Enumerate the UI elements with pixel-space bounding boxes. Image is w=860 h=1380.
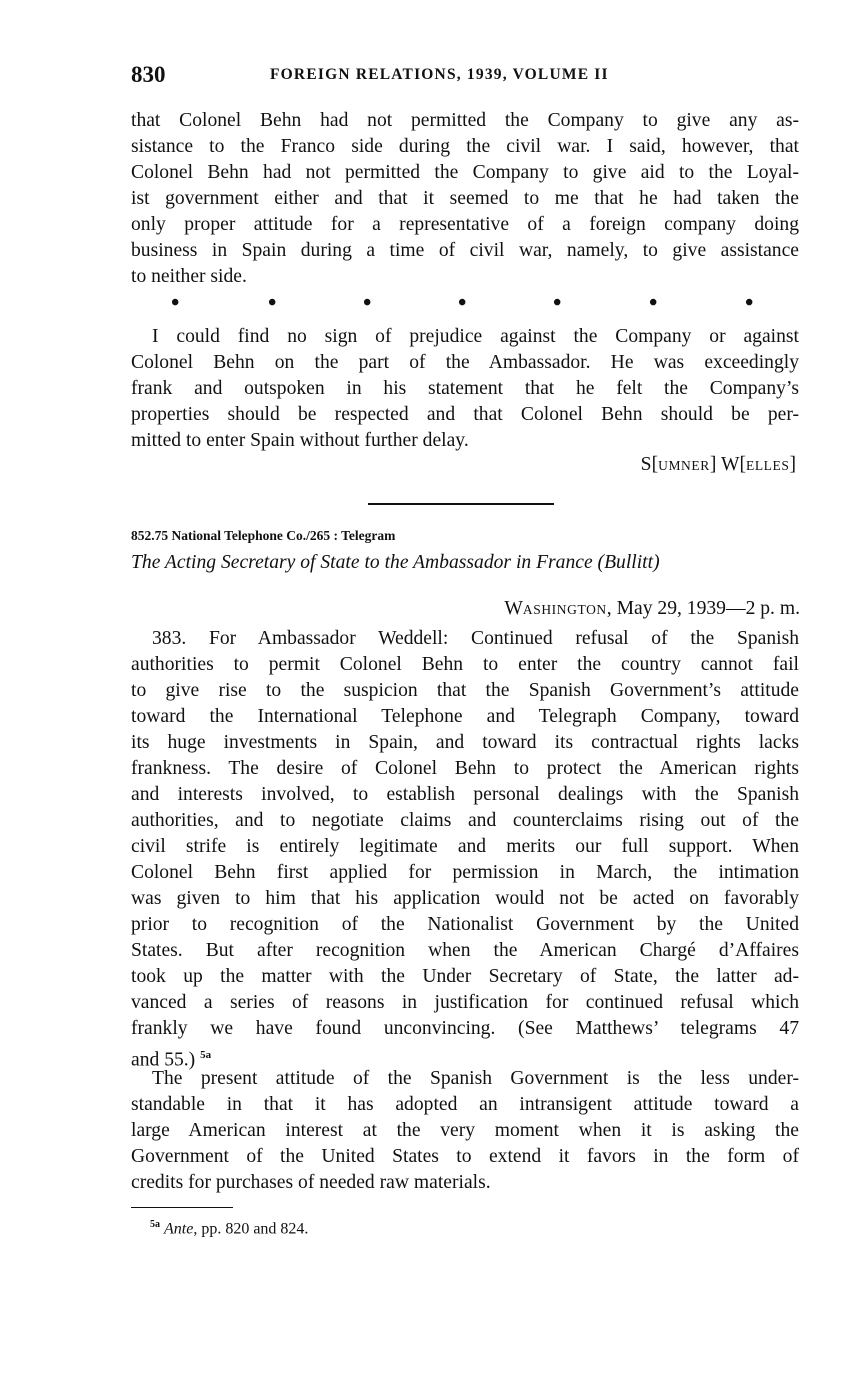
footnote-reference: 5a bbox=[200, 1049, 212, 1061]
footnote bbox=[150, 1219, 308, 1238]
text-line: took up the matter with the Under Secretary of State, the latter ad- bbox=[131, 966, 799, 987]
text-line: Government of the United States to extend it favors in the form of bbox=[131, 1146, 799, 1167]
text-line: Colonel Behn on the part of the Ambassador. He was exceedingly bbox=[131, 352, 799, 373]
footnote-divider bbox=[131, 1207, 233, 1208]
text-line: prior to recognition of the Nationalist Government by the United bbox=[131, 914, 799, 935]
paragraph-prejudice bbox=[131, 324, 799, 454]
file-reference: 852.75 National Telephone Co./265 : Telegram bbox=[131, 528, 396, 543]
text-line: authorities to permit Colonel Behn to enter the country cannot fail bbox=[131, 654, 799, 675]
paragraph-continued bbox=[131, 108, 799, 290]
ellipsis-dot: • bbox=[171, 290, 180, 316]
ellipsis-dot: • bbox=[745, 290, 754, 316]
text-line: I could find no sign of prejudice against the Company or against bbox=[152, 326, 799, 347]
footnote-ante: Ante bbox=[164, 1220, 194, 1238]
text-line: to neither side. bbox=[131, 266, 247, 287]
text-line: toward the International Telephone and Telegraph Company, toward bbox=[131, 706, 799, 727]
text-line: ist government either and that it seemed to me that he had taken the bbox=[131, 188, 799, 209]
text-line: large American interest at the very moment when it is asking the bbox=[131, 1120, 799, 1141]
text-line: only proper attitude for a representative of a foreign company doing bbox=[131, 214, 799, 235]
text-line: business in Spain during a time of civil war, namely, to give assistance bbox=[131, 240, 799, 261]
text-line: frankness. The desire of Colonel Behn to protect the American rights bbox=[131, 758, 799, 779]
text-line: frankly we have found unconvincing. (See Matthews’ telegrams 47 bbox=[131, 1018, 799, 1039]
text-line: sistance to the Franco side during the civil war. I said, however, that bbox=[131, 136, 799, 157]
omission-ellipsis bbox=[131, 290, 799, 320]
text-line: properties should be respected and that Colonel Behn should be per- bbox=[131, 404, 799, 425]
paragraph-attitude bbox=[131, 1066, 799, 1196]
text-line: that Colonel Behn had not permitted the Company to give any as- bbox=[131, 110, 799, 131]
ellipsis-dot: • bbox=[363, 290, 372, 316]
section-divider bbox=[368, 503, 554, 505]
dateline: WASHINGTON, May 29, 1939—2 p. m. bbox=[504, 598, 800, 619]
text-line-with-footnote: and 55.) $^{5a}$ bbox=[131, 1049, 212, 1071]
text-line: frank and outspoken in his statement that he felt the Company’s bbox=[131, 378, 799, 399]
ellipsis-dot: • bbox=[649, 290, 658, 316]
ellipsis-dot: • bbox=[458, 290, 467, 316]
text-line: authorities, and to negotiate claims and counterclaims rising out of the bbox=[131, 810, 799, 831]
text-line: was given to him that his application would not be acted on favorably bbox=[131, 888, 799, 909]
telegram-body bbox=[131, 626, 799, 1074]
text-line: to give rise to the suspicion that the Spanish Government’s attitude bbox=[131, 680, 799, 701]
text-line: standable in that it has adopted an intransigent attitude toward a bbox=[131, 1094, 799, 1115]
text-line: Colonel Behn had not permitted the Company to give aid to the Loyal- bbox=[131, 162, 799, 183]
ellipsis-dot: • bbox=[553, 290, 562, 316]
footnote-text: , pp. 820 and 824. bbox=[193, 1220, 309, 1238]
text-line: The present attitude of the Spanish Government is the less under- bbox=[152, 1068, 799, 1089]
ellipsis-dot: • bbox=[268, 290, 277, 316]
page-number: 830 bbox=[131, 62, 166, 87]
text-line: and interests involved, to establish personal dealings with the Spanish bbox=[131, 784, 799, 805]
text-line: its huge investments in Spain, and toward its contractual rights lacks bbox=[131, 732, 799, 753]
text-line: civil strife is entirely legitimate and merits our full support. When bbox=[131, 836, 799, 857]
text-line: credits for purchases of needed raw materials. bbox=[131, 1172, 491, 1193]
footnote-marker: 5a bbox=[150, 1219, 160, 1230]
text-line: vanced a series of reasons in justification for continued refusal which bbox=[131, 992, 799, 1013]
text-line: mitted to enter Spain without further delay. bbox=[131, 430, 469, 451]
text-line: Colonel Behn first applied for permission in March, the intimation bbox=[131, 862, 799, 883]
running-head bbox=[131, 62, 801, 94]
signature: S[UMNER] W[ELLES] bbox=[640, 454, 796, 475]
running-head-title: FOREIGN RELATIONS, 1939, VOLUME II bbox=[270, 66, 609, 83]
text-line: 383. For Ambassador Weddell: Continued refusal of the Spanish bbox=[152, 628, 799, 649]
text-line: States. But after recognition when the American Chargé d’Affaires bbox=[131, 940, 799, 961]
document-title: The Acting Secretary of State to the Ambassador in France (Bullitt) bbox=[131, 552, 660, 573]
